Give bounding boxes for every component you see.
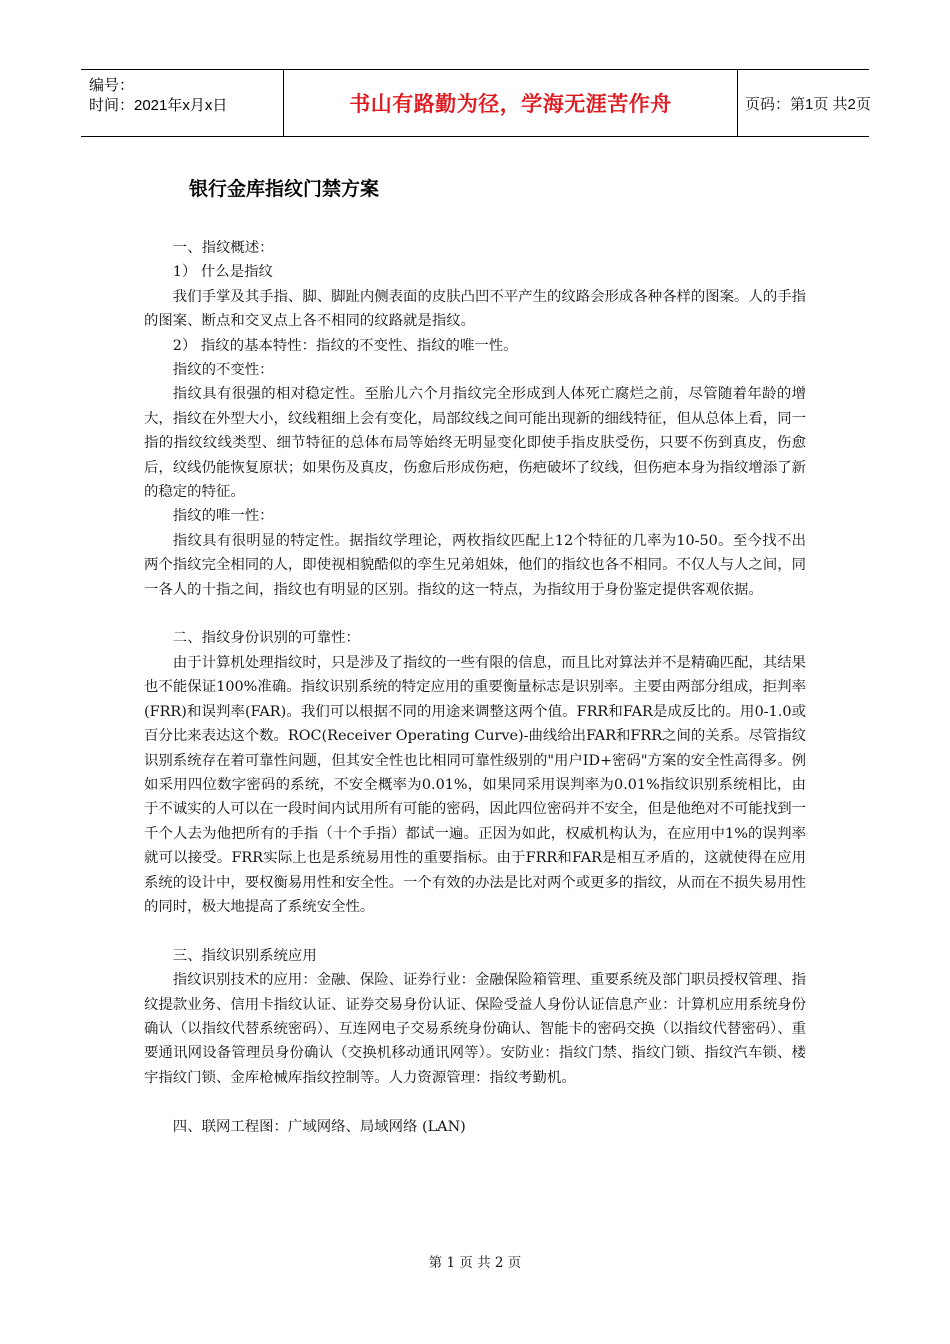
body-paragraph: 指纹识别技术的应用：金融、保险、证券行业：金融保险箱管理、重要系统及部门职员授权管理、指纹提款业务、信用卡指纹认证、证券交易身份认证、保险受益人身份认证信息产业：计算机应用系统身份确认（以指纹代替系统密码）、互连网电子交易系统身份确认、智能卡的密码交换（以指纹代替密码）、重要通讯网设备管理员身份确认（交换机移动通讯网等）。安防业：指纹门禁、指纹门锁、指纹汽车锁、楼宇指纹门锁、金库枪械库指纹控制等。人力资源管理：指纹考勤机。	[144, 972, 806, 1086]
paragraph-gap	[144, 919, 806, 943]
body-paragraph: 指纹具有很强的相对稳定性。至胎儿六个月指纹完全形成到人体死亡腐烂之前，尽管随着年龄的增大，指纹在外型大小，纹线粗细上会有变化，局部纹线之间可能出现新的细线特征，但从总体上看，同一指的指纹纹线类型、细节特征的总体布局等始终无明显变化即使手指皮肤受伤，只要不伤到真皮，伤愈后，纹线仍能恢复原状；如果伤及真皮，伤愈后形成伤疤，伤疤破坏了纹线，但伤疤本身为指纹增添了新的稳定的特征。	[144, 386, 806, 501]
paragraph-gap	[144, 602, 806, 626]
body-paragraph: 2） 指纹的基本特性：指纹的不变性、指纹的唯一性。	[172, 337, 518, 354]
number-label: 编号：	[89, 77, 135, 94]
date-label: 时间：2021年x月x日	[89, 97, 228, 114]
body-paragraph: 四、联网工程图：广域网络、局域网络 (LAN)	[172, 1118, 466, 1135]
document-title: 银行金库指纹门禁方案	[189, 178, 380, 200]
document-header	[81, 69, 869, 137]
header-motto-cell	[283, 70, 738, 136]
header-right-cell	[738, 70, 869, 136]
body-paragraph: 指纹的唯一性：	[172, 508, 274, 525]
paragraph-gap	[144, 1090, 806, 1114]
body-paragraph: 指纹的不变性：	[172, 362, 274, 379]
body-paragraph: 由于计算机处理指纹时，只是涉及了指纹的一些有限的信息，而且比对算法并不是精确匹配，其结果也不能保证100%准确。指纹识别系统的特定应用的重要衡量标志是识别率。主要由两部分组成，拒判率(FRR)和误判率(FAR)。我们可以根据不同的用途来调整这两个值。FRR和FAR是成反比的。用0-1.0或百分比来表达这个数。ROC(Receiver Operating Curve)-曲线给出FAR和FRR之间的关系。尽管指纹识别系统存在着可靠性问题，但其安全性也比相同可靠性级别的"用户ID+密码"方案的安全性高得多。例如采用四位数字密码的系统，不安全概率为0.01%，如果同采用误判率为0.01%指纹识别系统相比，由于不诚实的人可以在一段时间内试用所有可能的密码，因此四位密码并不安全，但是他绝对不可能找到一千个人去为他把所有的手指（十个手指）都试一遍。正因为如此，权威机构认为，在应用中1%的误判率就可以接受。FRR实际上也是系统易用性的重要指标。由于FRR和FAR是相互矛盾的，这就使得在应用系统的设计中，要权衡易用性和安全性。一个有效的办法是比对两个或更多的指纹，从而在不损失易用性的同时，极大地提高了系统安全性。	[144, 654, 806, 915]
body-paragraph: 二、指纹身份识别的可靠性：	[172, 630, 360, 647]
body-paragraph: 1） 什么是指纹	[172, 264, 273, 281]
page-footer: 第 1 页 共 2 页	[428, 1255, 522, 1271]
motto-text: 书山有路勤为径，学海无涯苦作舟	[349, 92, 672, 116]
page-info: 页码：第1页 共2页	[745, 95, 871, 113]
header-left-cell	[81, 70, 283, 136]
body-paragraph: 三、指纹识别系统应用	[172, 947, 317, 964]
document-body	[144, 236, 806, 1139]
body-paragraph: 一、指纹概述：	[172, 240, 274, 256]
body-paragraph: 我们手掌及其手指、脚、脚趾内侧表面的皮肤凸凹不平产生的纹路会形成各种各样的图案。人的手指的图案、断点和交叉点上各不相同的纹路就是指纹。	[144, 288, 806, 330]
body-paragraph: 指纹具有很明显的特定性。据指纹学理论，两枚指纹匹配上12个特征的几率为10-50。至今找不出两个指纹完全相同的人，即使视相貌酷似的孪生兄弟姐妹，他们的指纹也各不相同。不仅人与人之间，同一各人的十指之间，指纹也有明显的区别。指纹的这一特点，为指纹用于身份鉴定提供客观依据。	[144, 532, 806, 598]
